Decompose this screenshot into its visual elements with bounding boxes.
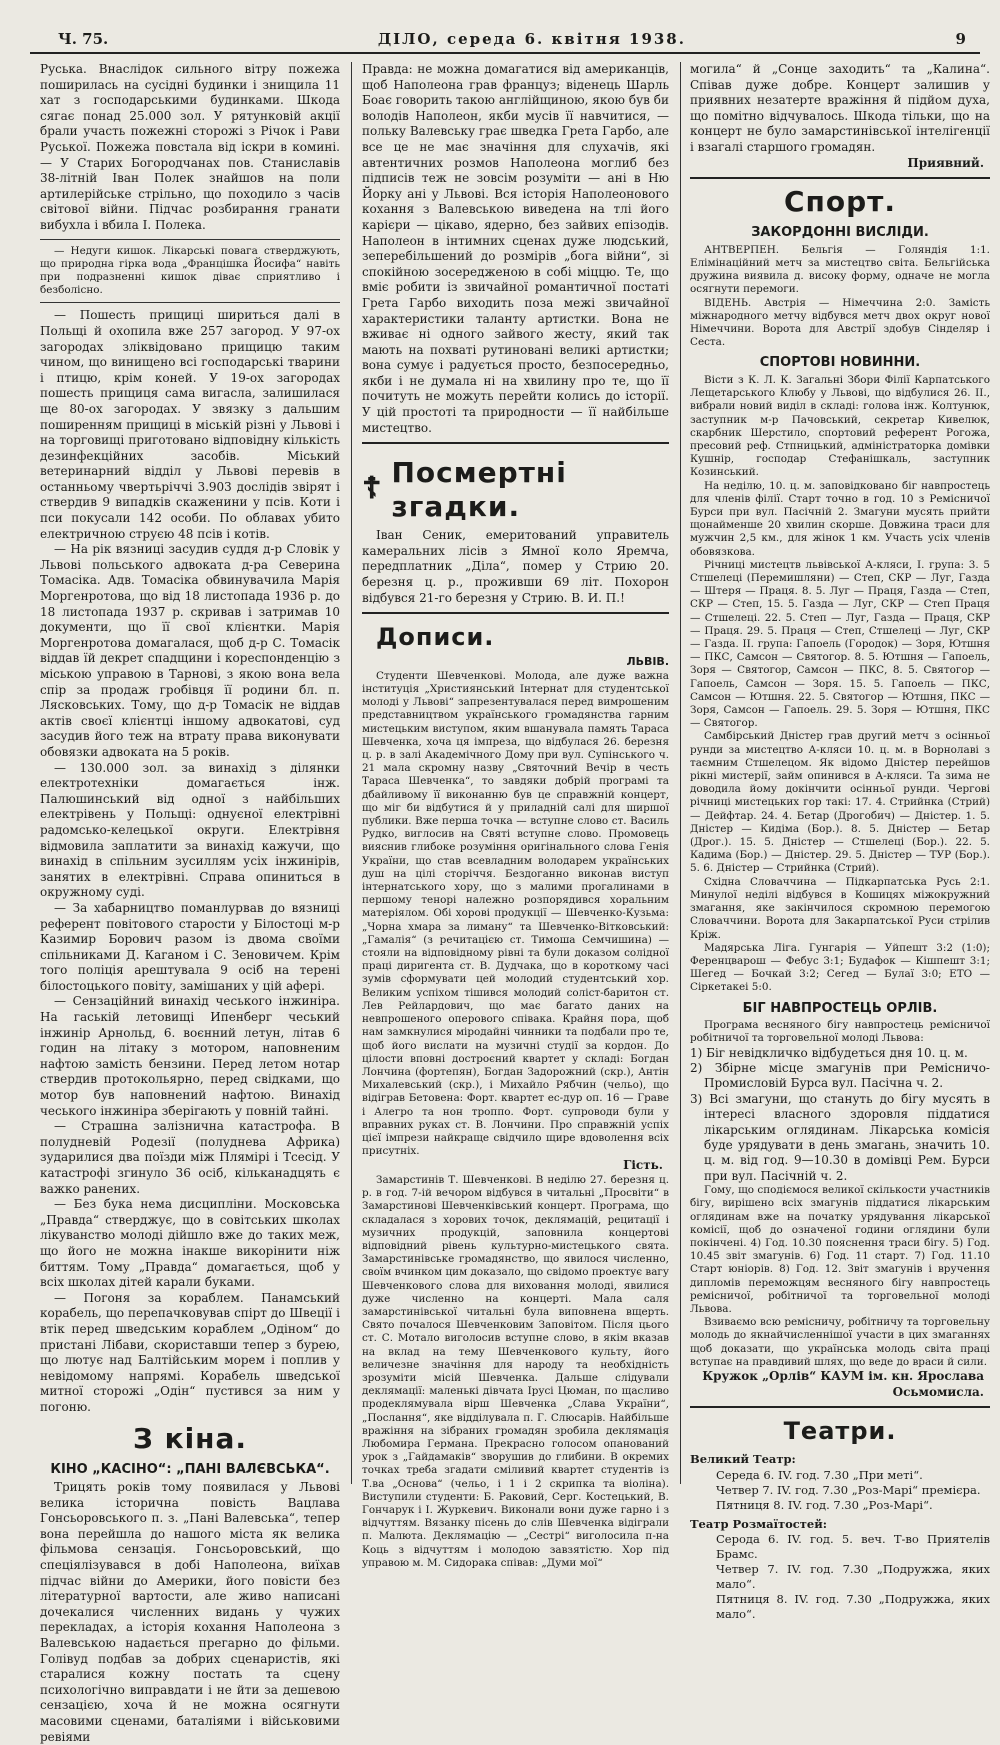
race-text: Взиваємо всю ремісничу, робітничу та торговельну молодь до якнайчисленнішої участи в цих змаганнях щоб доказати, що українська молодь світа праці вступає на правдивий шлях, що веде до враси й сили. — [690, 1316, 990, 1368]
sport-heading: Спорт. — [783, 185, 897, 219]
race-intro: Програма весняного бігу навпростець ремісничої робітничої та торговельної молоді Львова: — [690, 1019, 990, 1045]
news-item: — Страшна залізнична катастрофа. В полудневій Родезії (полуднева Африка) зударилися два поїзди між Плямірі і Тсесід. У катастрофі згинуло 36 осіб, кільканадцять є важко ранених. — [40, 1119, 340, 1196]
sport-item: Річниці мистецтв львівської А-кляси, I. група: 3. 5 Стшелеці (Перемишляни) — Степ, СКР — Луг, Газда — Штеря — Праця. 8. 5. Луг — Праця, Газда — Степ, СКР — Степ, 15. 5. Газда — Луг, СКР — Степ Праця — Стшелеці. 22. 5. Степ — Луг, Газда — Праця, СКР — Праця. 29. 5. Праця — Степ, Стшелеці — Луг, СКР — Газда. II. група: Гапоель (Городок) — Зоря, Ютшня — ПКС, Самсон — Святогор. 8. 5. Ютшня — Гапоель, Зоря — Святогор, Самсон — ПКС, 8. 5. Святогор — Гапоель, Самсон — Зоря. 15. 5. Гапоель — ПКС, Самсон — Ютшня. 22. 5. Святогор — Ютшня, ПКС — Зоря, Самсон — Гапоель. 29. 5. Зоря — Ютшня, ПКС — Святогор. — [690, 558, 990, 730]
column-divider — [351, 62, 352, 1484]
sport-item: ВІДЕНЬ. Австрія — Німеччина 2:0. Замість міжнародного метчу відбувся метч двох округ нової Німеччини. Ворота для Австрії здобув Сінделяр і Сеста. — [690, 296, 990, 349]
orthodox-cross-icon: ☦ — [362, 471, 382, 507]
sport-item: Вісти з К. Л. К. Загальні Збори Філії Карпатського Лещетарського Клюбу у Львові, що відбулися 26. ІІ., вибрали новий виділ в складі: голова інж. Колтунюк, заступник м-р Пачовський, секретар Кивелюк, скарбник Шерстило, спортовий референт Рогожа, пресовий реф. Стпницький, адміністраторка домівки Кушнір, господар Стефанішкаль, заступник Козинський. — [690, 373, 990, 479]
news-item: — Пошесть прищиці ширитьcя далі в Польщі й охопила вже 257 загород. У 97-ох загородах зліквідовано прищицю таким чином, що винищено всі господарські тварини і птицю, крім коней. У 19-ох загородах пошесть прищиця сама вигасла, залишилася ще 80-ох загородах. У звязку з дальшим поширенням прищиці в міській різні у Львові і на торговищі приготовано відповідну кількість дезинфекційних засобів. Міський ветеринарний відділ у Львові перевів в останньому чвертьріччі 3.903 дослідів звірят і ствердив 9 випадків скаженини у псів. Коти і пси покусали 142 особи. По облавах убито електричною струєю 48 псів і котів. — [40, 308, 340, 541]
article-text: Руська. Внаслідок сильного вітру пожежа поширилась на сусідні будинки і знищила 11 хат з господарськими будинками. Шкода сягає понад 25.000 зол. У рятунковій акції брали участь пожежні сторожі з Річок і Рави Руської. Пожежа повстала від іскри в комині. — У Старих Богородчанах пов. Станиславів 38-літній Іван Полек знайшов на поли артилерійське стрільно, що походило з часів світової війни. Підчас розбирання гранати вибухла і вбила І. Полека. — [40, 62, 340, 232]
race-program-item: 3) Всі змагуни, що стануть до бігу мусять в інтересі власного здоровля піддатися лікарським оглядинам. Лікарська комісія буде урядувати в день змагань, значить 10. ц. м. від год. 9—10.30 в домівці Рем. Бурси при вул. Пасічній ч. 2. — [690, 1091, 990, 1183]
signature: Приявний. — [907, 155, 984, 170]
page-number: 9 — [955, 30, 966, 48]
divider — [690, 177, 990, 179]
issue-number: Ч. 75. — [58, 30, 109, 48]
divider — [690, 1406, 990, 1408]
cinema-review: Трицять років тому появилася у Львові велика історична повість Вацлава Гонсьоровського п. з. „Пані Валевська“, тепер вона перейшла до нашого міста як велика фільмова сензація. Гонсьоровський, що спеціялізувався в добі Наполеона, виїхав підчас війни до Америки, його повісти без літературної вартости, але живо написані дочекалися численних видань у чужих перекладах, а історія кохання Наполеона з Валевською надається прегарно до фільми. Голівуд подбав за добрих сценаристів, які старалися кожну постать та сцену психологічно виправдати і не йти за дешевою сензацією, хоча й не можна осягнути масовими сценами, баталіями і військовими ревіями — [40, 1480, 340, 1744]
theatre-listings — [690, 1452, 990, 1622]
columns — [30, 54, 990, 1744]
news-item: — Погоня за кораблем. Панамський корабель, що перепачковував спірт до Швеції і втік перед шведським кораблем „Одіном“ до пристані Лібави, скориставши тепер з бурею, що лютує над Балтійським морем і поплив у невідомому напрямі. Корабель шведської митної сторожі „Одін“ пустився за ним у погоню. — [40, 1290, 340, 1414]
theatre-heading: Театри. — [783, 1417, 897, 1446]
race-signature: Кружок „Орлів“ КАУМ ім. кн. Ярослава Осьмомисла. — [702, 1369, 984, 1399]
theatre-show: Пятниця 8. IV. год. 7.30 „Роз-Марі“. — [716, 1497, 933, 1512]
cinema-review-continued: Правда: не можна домагатися від американців, щоб Наполеона грав француз; віденець Шарль Боає говорить такою англійщиною, якою був би володів Наполеон, якби мусів її навчитися, — польку Валевську грає шведка Грета Гарбо, але все це не має значіння для слухачів, які автентичних розмов Наполеона моглиб без підписів теж не зовсім розуміти — ані в Ню Йорку ані у Львові. Вся історія Наполеонового кохання з Валевською виведена на тлі його карієри — цікаво, ядерно, без зайвих епізодів. Наполеон в інтимних сценах дуже людський, зеперебільшений до розмірів „бога війни“, зі спокійною зосередженою в собі міццю. Те, що вміє робити із звичайної романтичної постаті Грета Гарбо виходить поза межі звичайної характеристики таланту артистки. Вона не вживає ні одного зайвого жесту, який так мають на похваті рутиновані великі артистки; вона сумує і радується просто, безпосередньо, якби і не думала ні на хвилину про те, що її почитуть не можуть перейти колись до історії. У цій простоті та природности — її найбільше мистецтво. — [362, 62, 669, 435]
cinema-subheading: КІНО „КАСІНО“: „ПАНІ ВАЛЄВСЬКА“. — [50, 1461, 330, 1477]
divider — [362, 612, 669, 614]
obituary-title: Посмертні згадки. — [391, 456, 567, 524]
news-item: — За хабарництво поманлурвав до вязниці референт повітового старости у Білостоці м-р Казимир Борович разом із двома своїми спільниками Д. Каганом і С. Зеновичем. Крім того поліція арештувала 9 осіб на терені білостоцького повіту, замішаних у цій афері. — [40, 900, 340, 993]
news-item: — Без бука нема дисципліни. Московська „Правда“ стверджує, що в совітських школах лікуванство молоді дійшло вже до таких меж, що його не можна інакше викорінити ніж биттям. Тому „Правда“ домагається, щоб у всіх школах дітей карали буками. — [40, 1197, 340, 1290]
divider — [40, 239, 340, 240]
dopysy-heading: Дописи. — [376, 623, 495, 652]
column-divider — [680, 62, 681, 1484]
column-1 — [40, 62, 340, 1744]
theatre-show: Середа 6. IV. год. 7.30 „При меті“. — [716, 1467, 923, 1482]
column-3 — [690, 62, 990, 1622]
masthead — [30, 24, 980, 54]
sport-subheading: СПОРТОВІ НОВИННИ. — [759, 355, 921, 371]
theatre-show: Пятниця 8. IV. год. 7.30 „Подружжа, яких мало“. — [716, 1592, 990, 1622]
race-text: Гому, що сподіємося великої скількости участників бігу, вирішено всіх змагунів піддатися лікарським оглядинам вже на початку урядування лікарської комісії, щоб до означеної години оглядини були покінчені. 4) Год. 10.30 пояснення траси бігу. 5) Год. 10.45 звіт змагунів. 6) Год. 11 старт. 7) Год. 11.10 Старт юніорів. 8) Год. 12. Звіт змагунів і вручення дипломів переможцям весняного бігу навпростець ремісничої, робітничої та торговельної молоді Львова. — [690, 1184, 990, 1315]
theatre-venue: Великий Театр: — [690, 1452, 796, 1467]
obituary-text: Іван Сеник, емеритований управитель камеральних лісів з Ямної коло Яремча, передплатник „Діла“, помер у Стрию 20. березня ц. р., проживши 69 літ. Похорон відбувся 21-го березня у Стрию. В. И. П.! — [362, 528, 669, 605]
news-item: — Сензаційний винахід чеського інжиніра. На гаській летовищі Ипенберг чеський інжинір Арнольд, 6. воєнний летун, літав 6 годин на літаку з мотором, наповненим нафтою замість бензини. Перед летом нотар ствердив протокольярно, перед свідками, що мотор був наповнений нафтою. Винахід чеського інжиніра зберігають у повній тайні. — [40, 994, 340, 1118]
race-heading: БІГ НАВПРОСТЕЦЬ ОРЛІВ. — [742, 1000, 938, 1016]
dateline: ЛЬВІВ. — [626, 655, 669, 669]
divider — [40, 302, 340, 303]
correspondence-item: Замарстинів Т. Шевченкові. В неділю 27. березня ц. р. в год. 7-ій вечором відбувся в читальні „Просвіти“ в Замарстинові Шевченківський концерт. Програма, що складалася з хорових точок, деклямацій, рецитації і музичних продукцій, заповнила концертові відповідний рівень культурно-мистецького свята. Замарстинівське громадянство, що явилося численно, своїм вчинком цим доказало, що свідомо проектує вагу Шевченкового слова для виховання молоді, явилися дуже численно на концерті. Мала саля замарстинівської читальні була виповнена вщерть. Свято почалося Шевченковим Заповітом. Після цього ст. С. Мотало виголосив вступне слово, в якім вказав на вклад на тему Шевченкового культу, його величезне значіння для народу та необхідність зрозуміти місій Шевченка. Дальше слідували деклямації: маленькі дівчата Ірусі Цюман, по щасливо продеклямувала вірш Шевченка „Слава України“, „Послання“, яке відділувала п. Г. Слюсарів. Найбільше вражіння на зібраних громадян зробила деклямація Любомира Германа. Прекрасно голосом опанований урок з „Гайдамаків“ зворушив до глибини. В окремих точках треба згадати сміливий квартет студентів із Т.ва „Основа“ (чельо, і 1 і 2 скрипка та віоліна). Виступили студенти: Б. Раковий, Серг. Костецький, В. Гончарук і І. Журкевич. Виконали вони дуже гарно і з відчуттям. Вязанку пісень до слів Шевченка відіграли п. Малюта. Деклямацію — „Сестрі“ виголосила п-на Коць з відчуттям і молодою завзятістю. Хор під управою м. М. Сидорака співав: „Думи мої“ — [362, 1173, 669, 1569]
news-item: — 130.000 зол. за винахід з ділянки електротехніки домагається інж. Палюшинський від одної з найбільших електрівень у Польщі: однуєної електрівні радомсько-келецької округи. Електрівня відмовила заплатити за винахід кажучи, що винахід в спільним зусиллям усіх інжинірів, занятих в електрівні. Справа опиниться в окружному суді. — [40, 760, 340, 900]
race-program — [690, 1046, 990, 1185]
sport-item: Східна Словаччина — Підкарпатська Русь 2:1. Минулої неділі відбувся в Кошицях міжокружний змагання, яке закінчилося скромною перемогою Словаччини. Ворота для Закарпатської Руси стрілив Кріж. — [690, 875, 990, 941]
correspondence-item: Студенти Шевченкові. Молода, але дуже важна інституція „Християнський Інтернат для студентської молоді у Львові“ запрезентувалася перед вимрошеним представництвом українського громадянства гарним мистецьким виступом, яким вшанувала память Тараса Шевченка, хоча ця імпреза, що відбулася 26. березня ц. р. в залі Академічного Дому при вул. Супінського ч. 21 мала скромну назву „Святочний Вечір в честь Тараса Шевченка“, то завдяки добрій програмі та дбайливому її виконанню був це справжній концерт, що міг би відбутися й у приладній салі для ширшої публики. Вже перша точка — вступне слово ст. Василь Рудко, виглосив на Святі вступне слово. Промовець вияснив глибоке розуміння оригінального слова Генія України, що став всевладним володарем українських душ на цілі сторіччя. Бездоганно виконав виступ інтернатського хору, що з малими прогалинами в першому тенорі належно розпорядився хоральним матеріялом. Обі хорові продукції — Шевченко-Кузьма: „Чорна хмара за лиману“ та Шевченко-Вітковський: „Гамалія“ (з речитацією ст. Тимоша Семчишина) — стояли на відповідному рівні та були доказом солідної праці диригента ст. В. Дудчака, що в короткому часі зумів сформувати цей молодий студентський хор. Великим успіхом тішився молодий соліст-баритон ст. Лев Рейлардович, що має багато даних на невпрошеного оперового співака. Крайня пора, щоб нам замкнулися міродайні чинники та подбали про те, щоб його вислати на музичні студії за кордон. До цілости вповні достроєний квартет у складі: Богдан Лончина (фортепян), Богдан Задорожний (скр.), Антін Михалевський (скр.), і Михайло Рябчин (чельо), що відіграв Бетовена: Форт. квартет ес-дур оп. 16 — Граве і Алегро та нон троппо. Форт. супроводи були у вправних руках ст. В. Лончини. Про справжній успіх цієї імпрези найкраще свідчило щире вдоволення всіх присутніх. — [362, 669, 669, 1158]
advertisement-note: — Недуги кишок. Лікарські повага стверджують, що природна гірка вода „Францішка Йосифа“ навіть при подразненні кишок діває сприятливо і безболісно. — [40, 244, 340, 297]
signature: Гість. — [623, 1158, 663, 1173]
theatre-show: Четвер 7. IV. год. 7.30 „Роз-Марі“ премієра. — [716, 1482, 981, 1497]
sport-item: Мадярська Ліга. Гунгарія — Уйпешт 3:2 (1:0); Ференцварош — Фебус 3:1; Будафок — Кішпешт 3:1; Шегед — Бочкай 3:2; Сегед — Булаї 3:0; ЕТО — Сіркетакеi 5:0. — [690, 941, 990, 994]
sport-subheading: ЗАКОРДОННІ ВИСЛІДИ. — [751, 225, 929, 241]
theatre-show: Четвер 7. IV. год. 7.30 „Подружжа, яких мало“. — [716, 1562, 990, 1592]
cinema-heading: З кіна. — [132, 1421, 248, 1455]
obituary-heading — [362, 450, 669, 528]
newspaper-title-date: ДІЛО, середа 6. квітня 1938. — [377, 30, 686, 48]
divider — [362, 442, 669, 444]
theatre-venue: Театр Розмаїтостей: — [690, 1516, 827, 1531]
sport-item: На неділю, 10. ц. м. заповідковано біг навпростець для членів філії. Старт точно в год. 10 з Ремісничої Бурси при вул. Пасічній 2. Змагуни мусять прийти щонайменше 20 хвилин скорше. Довжина траси для мужчин 2,5 км., для жінок 1 км. Участь усіх членів обовязкова. — [690, 479, 990, 558]
correspondence-continued: могила“ й „Сонце заходить“ та „Калина“. Співав дуже добре. Концерт залишив у приявних незатерте вражіння й підйом духа, що помітно відчувалось. Шкода тільки, що на концерт не було замарстинівської інтелігенції і взагалі старшого громадян. — [690, 62, 990, 154]
news-item: — На рік вязниці засудив суддя д-р Словік у Львові польського адвоката д-ра Северина Томасіка. Адв. Томасіка обвинувачила Марія Моргенротова, що від 18 листопада 1936 р. до 18 листопада 1937 р. скривав і затримав 10 документи, що її свої клієнтки. Марія Моргенротова домагалася, щоб д-р С. Томасік віддав їй декрет спадщини і кореспонденцію з міською управою в Тарнові, з якою вона вела спір за продаж гробівця її родини бл. п. Лясковських. Тому, що д-р Томасік не віддав актів своєї клієнтці іншому адвокатові, суд засудив його теж на втрату права виконувати обовязки адвоката на 5 років. — [40, 542, 340, 759]
sport-item: Самбірський Дністер грав другий метч з осінньої рунди за мистецтво А-кляси 10. ц. м. в Ворнолаві з таємним Стшелецом. Як відомо Дністер перейшов рікні мистерії, займ опинився в А-кляси. Та зима не доводила йому докінчити осінньої рунди. Чергові річниці мистецьких гор такі: 17. 4. Стрийнка (Стрий) — Дейфтар. 24. 4. Бетар (Дрогобич) — Дністер. 1. 5. Дністер — Кидіма (Бор.). 8. 5. Дністер — Бетар (Дрог.). 15. 5. Дністер — Стшелеці (Бор.). 22. 5. Кадима (Бор.) — Дністер. 29. 5. Дністер — ТУР (Бор.). 5. 6. Дністер — Стрийнка (Стрий). — [690, 730, 990, 875]
theatre-show: Серода 6. IV. год. 5. веч. Т-во Приятелів Брамс. — [716, 1532, 990, 1562]
race-program-item: 2) Збірне місце змагунів при Ремісничо-Промисловій Бурса вул. Пасічна ч. 2. — [690, 1060, 990, 1091]
race-program-item: 1) Біг невідкличко відбудеться дня 10. ц. м. — [690, 1045, 968, 1060]
column-2 — [362, 62, 669, 1569]
sport-item: АНТВЕРПЕН. Бельгія — Голяндія 1:1. Елімінаційний метч за мистецтво світа. Бельгійська дружина виявила д. високу форму, одначе не могла осягнути перемоги. — [690, 243, 990, 296]
